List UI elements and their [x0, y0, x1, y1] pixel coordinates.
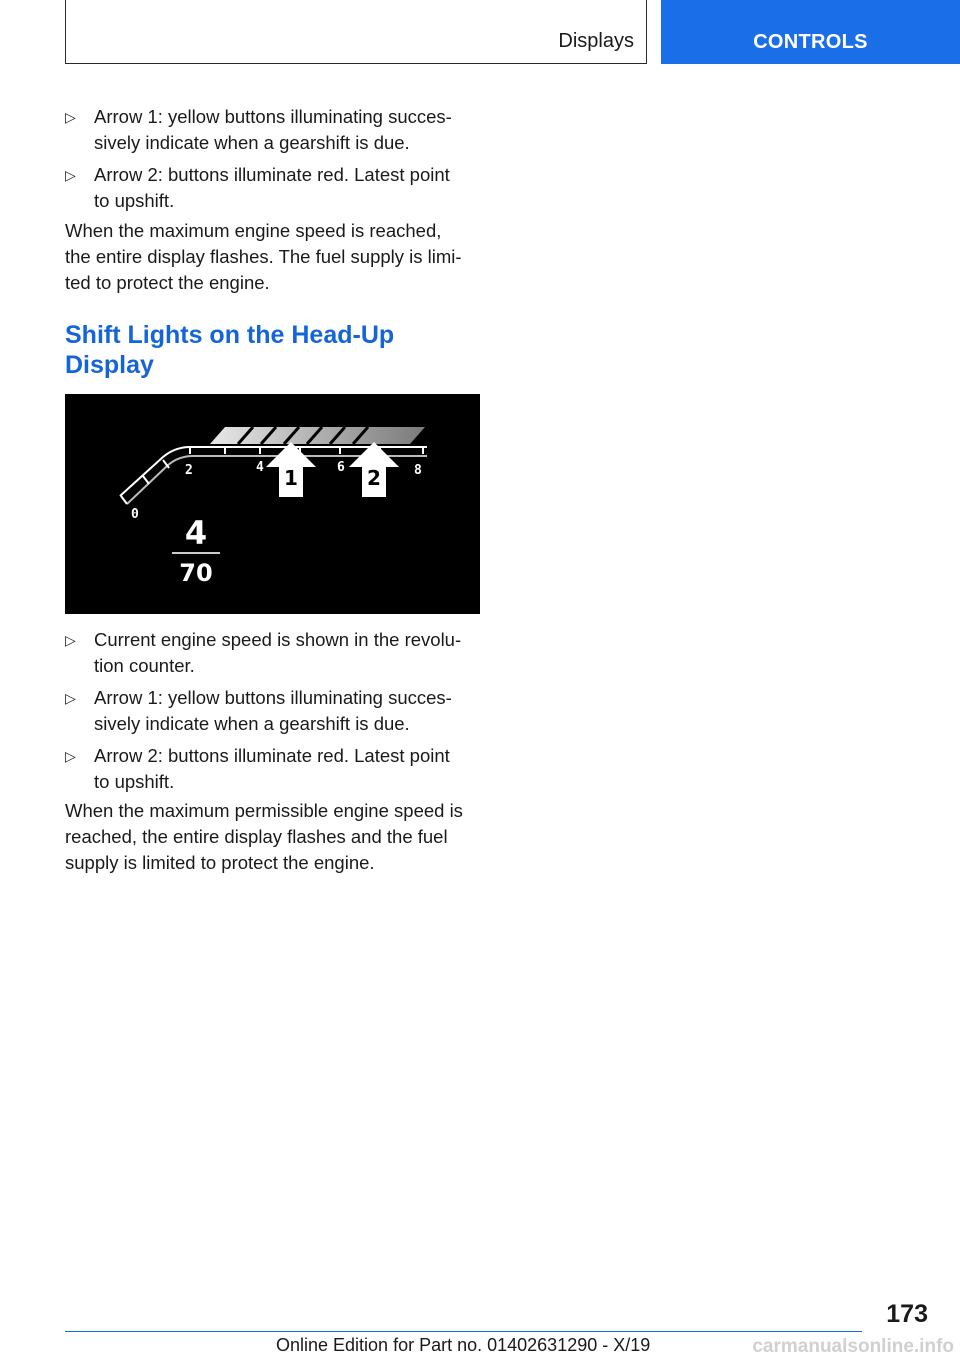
footer-divider	[65, 1331, 862, 1332]
hud-diagram	[65, 394, 480, 614]
triangle-right-icon: ▷	[65, 109, 76, 125]
chapter-title: CONTROLS	[753, 31, 868, 53]
header-chapter-tab	[661, 0, 960, 64]
top-paragraph: When the maximum engine speed is reached, the entire display flashes. The fuel supply is limi- ted to protect the engine.	[65, 220, 462, 293]
triangle-right-icon: ▷	[65, 632, 76, 648]
section-heading: Shift Lights on the Head-Up Display	[65, 321, 395, 379]
list-item: ▷ Arrow 2: buttons illuminate red. Latest point to upshift.	[65, 164, 450, 211]
triangle-right-icon: ▷	[65, 748, 76, 764]
bottom-paragraph: When the maximum permissible engine speed is reached, the entire display flashes and the fuel supply is limited to protect the engine.	[65, 800, 463, 873]
scale-label-2: 2	[185, 463, 193, 478]
list-item: ▷ Arrow 1: yellow buttons illuminating succes- sively indicate when a gearshift is due.	[65, 106, 452, 153]
gear-indicator: 4	[184, 514, 208, 552]
list-item: ▷ Current engine speed is shown in the revolu- tion counter.	[65, 629, 462, 676]
scale-label-6: 6	[337, 460, 345, 475]
arrow-2	[349, 442, 399, 497]
bottom-bullet-list	[65, 627, 480, 801]
triangle-right-icon: ▷	[65, 167, 76, 183]
svg-text:1: 1	[284, 466, 298, 490]
arrow-1	[266, 442, 316, 497]
svg-text:2: 2	[367, 466, 381, 490]
page-number: 173	[886, 1300, 928, 1328]
hud-shift-lights-figure	[65, 394, 480, 614]
watermark: carmanualsonline.info	[752, 1336, 954, 1357]
scale-label-4: 4	[256, 460, 264, 475]
list-item: ▷ Arrow 2: buttons illuminate red. Latest point to upshift.	[65, 745, 450, 792]
shift-light-segments	[210, 427, 425, 444]
edition-note: Online Edition for Part no. 01402631290 - X/19	[276, 1335, 651, 1355]
speed-readout: 70	[179, 559, 213, 587]
list-item: ▷ Arrow 1: yellow buttons illuminating succes- sively indicate when a gearshift is due.	[65, 687, 452, 734]
scale-label-0: 0	[131, 507, 139, 522]
triangle-right-icon: ▷	[65, 690, 76, 706]
section-title: Displays	[558, 30, 634, 52]
scale-label-8: 8	[414, 463, 422, 478]
top-bullet-list	[65, 104, 480, 220]
header-section-tab	[65, 0, 647, 64]
